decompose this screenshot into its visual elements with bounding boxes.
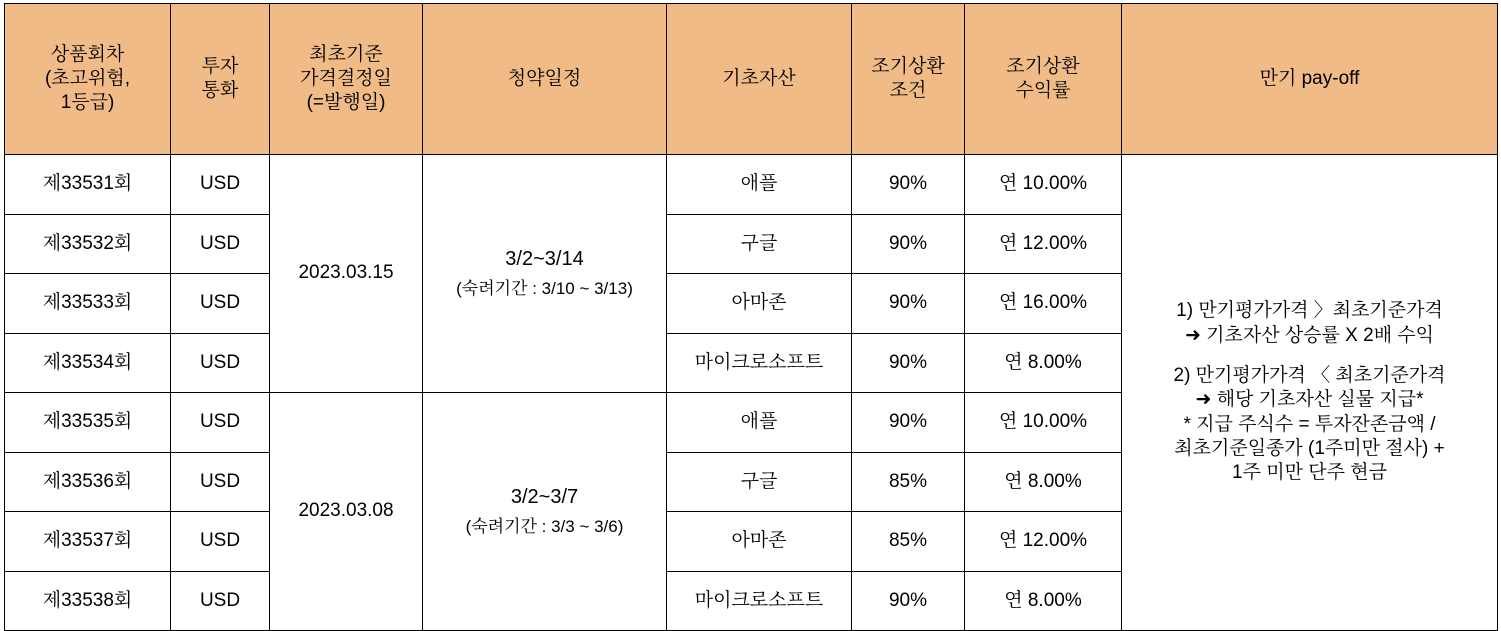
cell-asset: 마이크로소프트 (667, 333, 852, 393)
payoff-line-7: 1주 미만 단주 현금 (1232, 462, 1387, 484)
column-header-round (5, 4, 171, 155)
column-header-round-line2: (초고위험, (44, 67, 131, 89)
cell-condition: 90% (852, 155, 965, 215)
column-header-round-line3: 1등급) (60, 92, 115, 114)
payoff-spacer (1126, 348, 1493, 364)
schedule-sub-group2: (숙려기간 : 3/3 ~ 3/6) (465, 517, 624, 537)
cell-currency: USD (171, 214, 270, 274)
column-header-early-redemption-rate-line2: 수익률 (1015, 80, 1071, 101)
product-table-sheet (0, 3, 1501, 611)
schedule-sub-group1: (숙려기간 : 3/10 ~ 3/13) (456, 279, 633, 299)
cell-maturity-payoff (1122, 155, 1498, 631)
cell-rate: 연 8.00% (965, 571, 1122, 631)
column-header-issue-date-line2: 가격결정일 (300, 67, 392, 89)
cell-round: 제33538회 (5, 571, 171, 631)
column-header-maturity-payoff-line1: 만기 pay-off (1259, 67, 1360, 89)
cell-round: 제33532회 (5, 214, 171, 274)
cell-currency: USD (171, 452, 270, 512)
cell-rate: 연 10.00% (965, 155, 1122, 215)
payoff-line-5: * 지급 주식수 = 투자잔존금액 / (1183, 413, 1436, 435)
column-header-round-line1: 상품회차 (50, 43, 125, 65)
cell-rate: 연 8.00% (965, 452, 1122, 512)
cell-currency: USD (171, 393, 270, 453)
cell-asset: 구글 (667, 214, 852, 274)
cell-asset: 구글 (667, 452, 852, 512)
cell-rate: 연 12.00% (965, 214, 1122, 274)
column-header-early-redemption-condition-line1: 조기상환 (871, 55, 945, 77)
cell-condition: 90% (852, 274, 965, 334)
cell-round: 제33533회 (5, 274, 171, 334)
column-header-early-redemption-rate (965, 4, 1122, 155)
payoff-line-4: ➜ 해당 기초자산 실물 지급* (1195, 389, 1424, 411)
column-header-early-redemption-condition-line2: 조건 (889, 80, 927, 101)
column-header-maturity-payoff (1122, 4, 1498, 155)
cell-asset: 아마존 (667, 274, 852, 334)
column-header-issue-date (270, 4, 423, 155)
cell-currency: USD (171, 274, 270, 334)
payoff-line-2: ➜ 기초자산 상승률 X 2배 수익 (1184, 324, 1435, 346)
cell-issue-date-group1: 2023.03.15 (270, 155, 423, 393)
cell-asset: 애플 (667, 155, 852, 215)
cell-condition: 90% (852, 571, 965, 631)
table-header-row (5, 4, 1498, 155)
column-header-subscription-schedule (423, 4, 667, 155)
cell-currency: USD (171, 333, 270, 393)
cell-condition: 90% (852, 333, 965, 393)
payoff-line-3: 2) 만기평가가격 〈 최초기준가격 (1173, 365, 1446, 387)
cell-condition: 85% (852, 452, 965, 512)
cell-asset: 마이크로소프트 (667, 571, 852, 631)
column-header-subscription-schedule-line1: 청약일정 (507, 67, 582, 89)
column-header-underlying-asset-line1: 기초자산 (722, 67, 796, 89)
column-header-early-redemption-condition (852, 4, 965, 155)
cell-round: 제33536회 (5, 452, 171, 512)
column-header-early-redemption-rate-line1: 조기상환 (1006, 55, 1080, 77)
cell-round: 제33534회 (5, 333, 171, 393)
cell-issue-date-group2: 2023.03.08 (270, 393, 423, 631)
schedule-main-group1: 3/2~3/14 (505, 247, 584, 270)
cell-round: 제33531회 (5, 155, 171, 215)
cell-currency: USD (171, 155, 270, 215)
cell-currency: USD (171, 571, 270, 631)
cell-rate: 연 8.00% (965, 333, 1122, 393)
column-header-currency-line1: 투자 (201, 55, 239, 77)
cell-condition: 85% (852, 512, 965, 572)
column-header-currency (171, 4, 270, 155)
cell-rate: 연 10.00% (965, 393, 1122, 453)
structured-product-table (4, 3, 1498, 631)
cell-currency: USD (171, 512, 270, 572)
cell-rate: 연 12.00% (965, 512, 1122, 572)
cell-asset: 애플 (667, 393, 852, 453)
cell-rate: 연 16.00% (965, 274, 1122, 334)
cell-round: 제33537회 (5, 512, 171, 572)
column-header-issue-date-line3: (=발행일) (306, 92, 386, 114)
cell-condition: 90% (852, 214, 965, 274)
table-row (5, 155, 1498, 215)
cell-schedule-group1 (423, 155, 667, 393)
cell-asset: 아마존 (667, 512, 852, 572)
column-header-currency-line2: 통화 (201, 80, 239, 101)
payoff-line-1: 1) 만기평가가격 〉최초기준가격 (1176, 300, 1443, 322)
payoff-line-6: 최초기준일종가 (1주미만 절사) + (1174, 437, 1445, 459)
column-header-underlying-asset (667, 4, 852, 155)
cell-schedule-group2 (423, 393, 667, 631)
cell-round: 제33535회 (5, 393, 171, 453)
schedule-main-group2: 3/2~3/7 (510, 485, 579, 508)
cell-condition: 90% (852, 393, 965, 453)
table-body (5, 155, 1498, 631)
column-header-issue-date-line1: 최초기준 (309, 43, 383, 65)
